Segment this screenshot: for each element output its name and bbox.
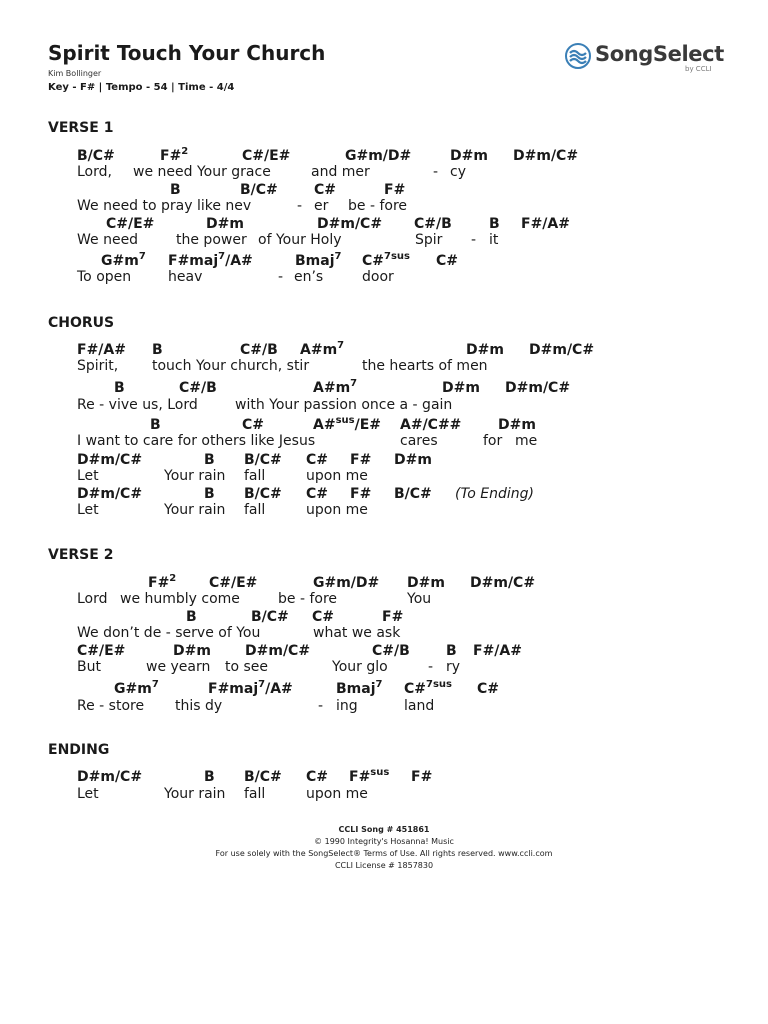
chord: G#m/D# (345, 148, 412, 164)
chord: B (170, 182, 181, 198)
songselect-logo-icon (565, 43, 591, 69)
chord: D#m (466, 342, 504, 358)
chord: C#/B (240, 342, 278, 358)
chord: B (204, 486, 215, 502)
chord: C# (306, 486, 329, 502)
lyric-syllable: touch Your church, stir (152, 358, 310, 374)
lyric-syllable: - (471, 232, 477, 248)
chord: B/C# (251, 609, 289, 625)
lyric-syllable: and mer (311, 164, 370, 180)
chord: D#m/C# (513, 148, 579, 164)
lyric-syllable: we need Your grace (133, 164, 271, 180)
song-key-tempo-time: Key - F# | Tempo - 54 | Time - 4/4 (48, 82, 235, 93)
lyric-syllable: the power (176, 232, 247, 248)
lyric-syllable: Your rain (164, 468, 226, 484)
chord: F# (382, 609, 404, 625)
lyric-syllable: To open (77, 269, 132, 285)
lyric-syllable: be - fore (348, 198, 408, 214)
chord: C# (312, 609, 335, 625)
lyric-syllable: land (404, 698, 435, 714)
lyric-syllable: Spirit, (77, 358, 119, 374)
chord: B/C# (240, 182, 278, 198)
chord: C# (306, 769, 329, 785)
lyric-syllable: Re - vive us, Lord (77, 397, 198, 413)
chord: B (489, 216, 500, 232)
chord: B/C# (244, 486, 282, 502)
chord: $G\#m^7$ (114, 679, 159, 697)
lyric-syllable: Your glo (332, 659, 388, 675)
songselect-logo-sub: by CCLI (685, 65, 712, 73)
lyric-syllable: en’s (294, 269, 324, 285)
chord: C#/B (372, 643, 410, 659)
chord: B (186, 609, 197, 625)
ccli-song-number: CCLI Song # 451861 (338, 825, 430, 834)
chord: B/C# (394, 486, 432, 502)
lyric-syllable: We don’t de - serve of You (77, 625, 261, 641)
lyric-syllable: we humbly come (120, 591, 240, 607)
chord: D#m (173, 643, 211, 659)
lyric-syllable: upon me (306, 786, 368, 802)
chord: $G\#m^7$ (101, 251, 146, 269)
chord: C#$^{7sus}$ (362, 251, 410, 269)
lyric-syllable: Your rain (164, 502, 226, 518)
song-title: Spirit Touch Your Church (48, 41, 326, 65)
chord: F#maj$^7$/A# (208, 679, 293, 697)
lyric-syllable: of Your Holy (258, 232, 342, 248)
lyric-syllable: heav (168, 269, 203, 285)
chord: F#$^2$ (148, 573, 177, 591)
chord: D#m (450, 148, 488, 164)
chord: C# (436, 253, 459, 269)
chord: F# (350, 452, 372, 468)
chord: C# (306, 452, 329, 468)
chord: F# (411, 769, 433, 785)
section-heading-verse-1: VERSE 1 (48, 120, 114, 136)
chord: D#m/C# (77, 452, 143, 468)
lyric-syllable: fall (244, 468, 266, 484)
chord: F#/A# (77, 342, 126, 358)
chord: Bmaj$^7$ (336, 679, 383, 697)
copyright-notice: © 1990 Integrity's Hosanna! Music (314, 837, 454, 846)
lyric-syllable: for (483, 433, 503, 449)
lyric-syllable: with Your passion once a - gain (235, 397, 453, 413)
chord: D#m/C# (529, 342, 595, 358)
to-ending-cue: (To Ending) (455, 486, 535, 502)
lyric-syllable: this dy (175, 698, 223, 714)
section-heading-chorus: CHORUS (48, 315, 115, 331)
section-heading-ending: ENDING (48, 742, 110, 758)
chord: C# (242, 417, 265, 433)
lyric-syllable: Your rain (164, 786, 226, 802)
chord: D#m/C# (77, 769, 143, 785)
lyric-syllable: You (407, 591, 432, 607)
lyric-syllable: ry (446, 659, 461, 675)
ccli-license-number: CCLI License # 1857830 (334, 861, 434, 870)
lyric-syllable: Let (77, 468, 99, 484)
lyric-syllable: be - fore (278, 591, 338, 607)
chord: C# (314, 182, 337, 198)
section-heading-verse-2: VERSE 2 (48, 547, 114, 563)
lyric-syllable: - (278, 269, 284, 285)
chord: F# (350, 486, 372, 502)
chord: C#/B (414, 216, 452, 232)
chord: C#$^{7sus}$ (404, 679, 452, 697)
lyric-syllable: We need to pray like nev (77, 198, 252, 214)
chord: D#m/C# (77, 486, 143, 502)
lyric-syllable: what we ask (313, 625, 401, 641)
lyric-syllable: - (318, 698, 324, 714)
terms-of-use-notice: For use solely with the SongSelect® Terms of Use. All rights reserved. www.ccli.com (215, 849, 553, 858)
song-author: Kim Bollinger (48, 69, 102, 78)
lyric-syllable: - (433, 164, 439, 180)
chord: D#m (407, 575, 445, 591)
chord: C#/E# (106, 216, 155, 232)
songselect-logo-text: SongSelect (595, 42, 724, 66)
lyric-syllable: door (362, 269, 394, 285)
lyric-syllable: upon me (306, 468, 368, 484)
chord: C#/B (179, 380, 217, 396)
lyric-syllable: er (314, 198, 329, 214)
songselect-logo (565, 40, 725, 76)
chord: B (114, 380, 125, 396)
chord: G#m/D# (313, 575, 380, 591)
lyric-syllable: to see (225, 659, 269, 675)
chord: D#m (498, 417, 536, 433)
lyric-syllable: Let (77, 502, 99, 518)
lyric-syllable: Spir (415, 232, 443, 248)
chord: C#/E# (242, 148, 291, 164)
lyric-syllable: we yearn (146, 659, 211, 675)
lyric-syllable: ing (336, 698, 358, 714)
chord: C#/E# (209, 575, 258, 591)
lyric-syllable: fall (244, 502, 266, 518)
lyric-syllable: it (489, 232, 499, 248)
lyric-syllable: But (77, 659, 101, 675)
lyric-syllable: me (515, 433, 538, 449)
chord: $A\#m^7$ (313, 378, 358, 396)
chord: C# (477, 681, 500, 697)
lyric-syllable: cy (450, 164, 466, 180)
chord: B (150, 417, 161, 433)
lyric-syllable: the hearts of men (362, 358, 488, 374)
chord: B/C# (244, 452, 282, 468)
lyric-syllable: upon me (306, 502, 368, 518)
chord: A#$^{sus}$/E# (313, 415, 382, 433)
chord: F#maj$^7$/A# (168, 251, 253, 269)
lyric-syllable: fall (244, 786, 266, 802)
chord: F#$^{sus}$ (349, 767, 390, 785)
chord: D#m (442, 380, 480, 396)
chord: F#/A# (473, 643, 522, 659)
chord: D#m/C# (470, 575, 536, 591)
chord: Bmaj$^7$ (295, 251, 342, 269)
lyric-syllable: We need (77, 232, 139, 248)
lyric-syllable: Re - store (77, 698, 145, 714)
chord: B/C# (77, 148, 115, 164)
chord: A#/C## (400, 417, 462, 433)
chord: D#m/C# (505, 380, 571, 396)
chord: $A\#m^7$ (300, 340, 345, 358)
lyric-syllable: I want to care for others like Jesus (77, 433, 316, 449)
lyric-syllable: cares (400, 433, 438, 449)
chord: D#m/C# (245, 643, 311, 659)
lyric-syllable: - (428, 659, 434, 675)
lyric-syllable: Let (77, 786, 99, 802)
lyric-syllable: - (297, 198, 303, 214)
lyric-syllable: Lord, (77, 164, 112, 180)
chord: F#/A# (521, 216, 570, 232)
chord: B (204, 452, 215, 468)
lyric-syllable: Lord (77, 591, 108, 607)
chord: B (204, 769, 215, 785)
chord: C#/E# (77, 643, 126, 659)
chord: D#m/C# (317, 216, 383, 232)
chord: D#m (206, 216, 244, 232)
chord: B (446, 643, 457, 659)
chord: B/C# (244, 769, 282, 785)
chord: F# (384, 182, 406, 198)
chord: F#$^2$ (160, 146, 189, 164)
chord: D#m (394, 452, 432, 468)
chord: B (152, 342, 163, 358)
